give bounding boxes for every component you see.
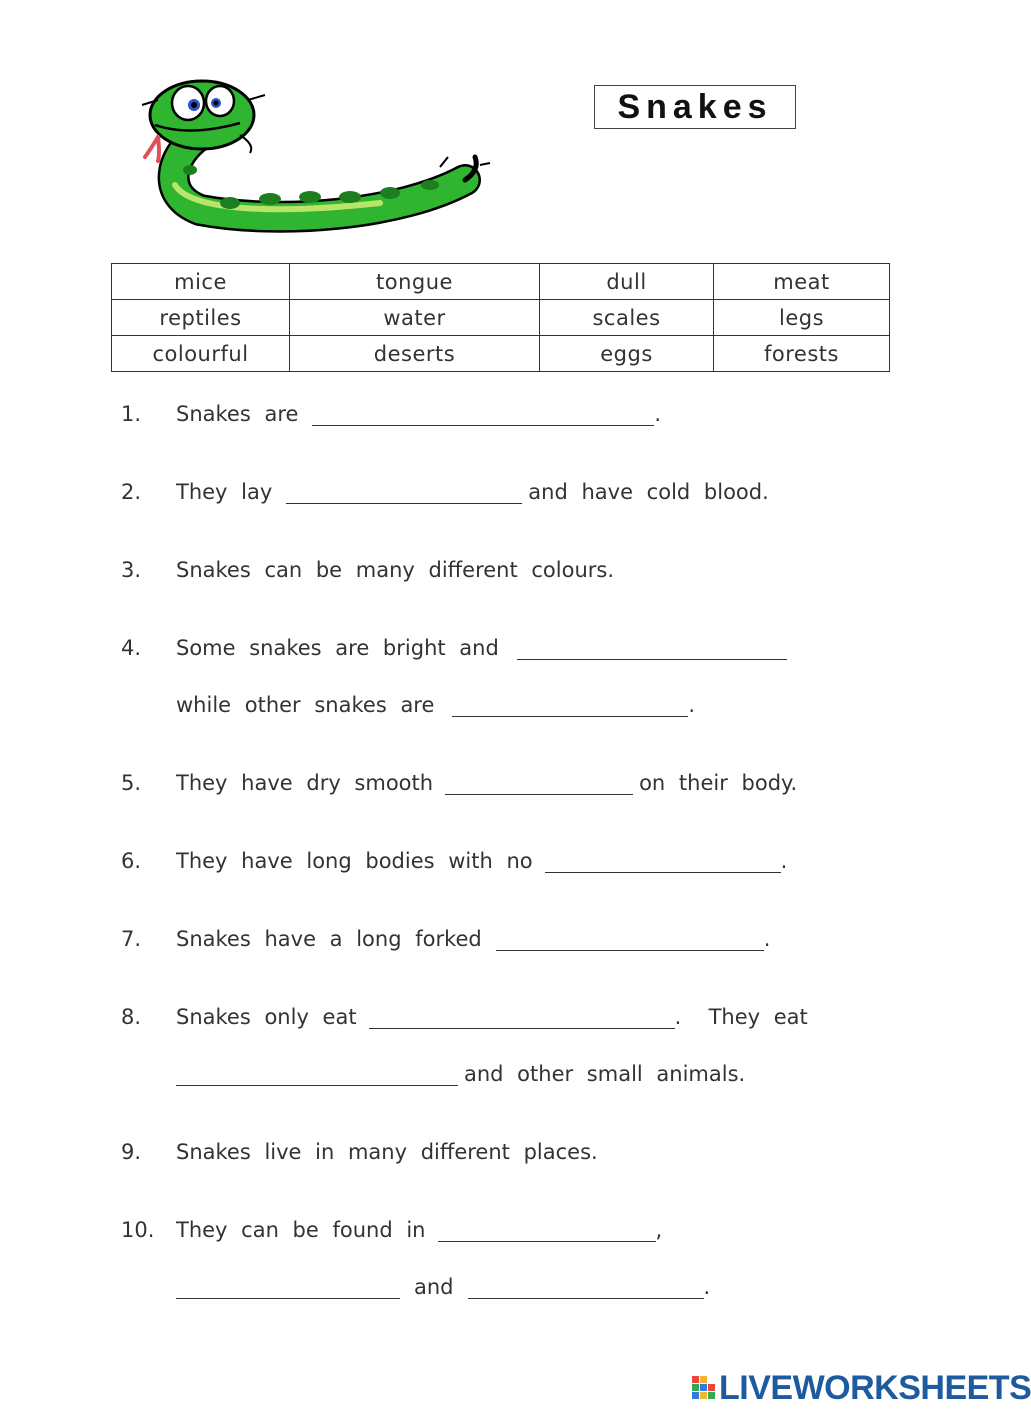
question-number: 10. — [121, 1218, 155, 1242]
question-3 — [121, 546, 614, 582]
word-bank-cell: colourful — [112, 336, 290, 372]
word-bank-cell: eggs — [540, 336, 714, 372]
question-number: 8. — [121, 1005, 142, 1029]
question-text: They have long bodies with no — [176, 849, 533, 873]
question-number: 6. — [121, 849, 142, 873]
question-text: Snakes only eat — [176, 1005, 357, 1029]
question-text: Some snakes are bright and — [176, 636, 499, 660]
question-text: while other snakes are — [176, 693, 435, 717]
punctuation: . — [688, 693, 696, 717]
snake-illustration — [130, 75, 505, 225]
question-text: on their body. — [639, 771, 798, 795]
question-number: 7. — [121, 927, 142, 951]
question-10-continued — [176, 1263, 710, 1299]
word-bank-cell: tongue — [290, 264, 540, 300]
word-bank-cell: legs — [714, 300, 890, 336]
question-8-continued — [176, 1050, 745, 1086]
question-text: Snakes are — [176, 402, 299, 426]
word-bank-cell: dull — [540, 264, 714, 300]
word-bank-cell: deserts — [290, 336, 540, 372]
punctuation: , — [655, 1218, 663, 1242]
question-number: 4. — [121, 636, 142, 660]
question-6 — [121, 837, 787, 873]
word-bank-cell: forests — [714, 336, 890, 372]
question-number: 1. — [121, 402, 142, 426]
question-text: They lay — [176, 480, 273, 504]
answer-blank[interactable] — [452, 694, 688, 717]
question-text: Snakes can be many different colours. — [176, 558, 615, 582]
question-number: 3. — [121, 558, 142, 582]
punctuation: . — [654, 402, 662, 426]
question-number: 9. — [121, 1140, 142, 1164]
word-bank-row — [112, 300, 890, 336]
logo-text: LIVEWORKSHEETS — [719, 1368, 1031, 1407]
question-text: Snakes live in many different places. — [176, 1140, 598, 1164]
question-text: Snakes have a long forked — [176, 927, 482, 951]
word-bank-table — [111, 263, 890, 372]
question-text: They can be found in — [176, 1218, 426, 1242]
liveworksheets-logo — [692, 1368, 1031, 1408]
answer-blank[interactable] — [176, 1063, 458, 1086]
question-number: 5. — [121, 771, 142, 795]
answer-blank[interactable] — [496, 928, 764, 951]
answer-blank[interactable] — [438, 1219, 656, 1242]
question-text: and other small animals. — [464, 1062, 746, 1086]
word-bank-cell: reptiles — [112, 300, 290, 336]
question-1 — [121, 390, 661, 426]
answer-blank[interactable] — [369, 1006, 675, 1029]
question-10 — [121, 1206, 662, 1242]
question-5 — [121, 759, 797, 795]
question-number: 2. — [121, 480, 142, 504]
punctuation: . — [780, 849, 788, 873]
answer-blank[interactable] — [545, 850, 781, 873]
question-4 — [121, 624, 793, 660]
answer-blank[interactable] — [468, 1276, 704, 1299]
word-bank-row — [112, 336, 890, 372]
question-text: and — [414, 1275, 454, 1299]
answer-blank[interactable] — [445, 772, 633, 795]
word-bank-cell: water — [290, 300, 540, 336]
answer-blank[interactable] — [312, 403, 654, 426]
question-8 — [121, 993, 808, 1029]
question-7 — [121, 915, 770, 951]
question-text: . They eat — [674, 1005, 808, 1029]
answer-blank[interactable] — [176, 1276, 400, 1299]
answer-blank[interactable] — [286, 481, 522, 504]
word-bank-row — [112, 264, 890, 300]
liveworksheets-logo-icon — [692, 1376, 716, 1400]
question-text: and have cold blood. — [528, 480, 769, 504]
punctuation: . — [703, 1275, 711, 1299]
question-9 — [121, 1128, 598, 1164]
question-4-continued — [176, 681, 695, 717]
worksheet-title: Snakes — [594, 85, 796, 129]
word-bank-cell: meat — [714, 264, 890, 300]
word-bank-cell: scales — [540, 300, 714, 336]
question-text: They have dry smooth — [176, 771, 434, 795]
answer-blank[interactable] — [517, 637, 787, 660]
question-2 — [121, 468, 769, 504]
word-bank-cell: mice — [112, 264, 290, 300]
punctuation: . — [763, 927, 771, 951]
